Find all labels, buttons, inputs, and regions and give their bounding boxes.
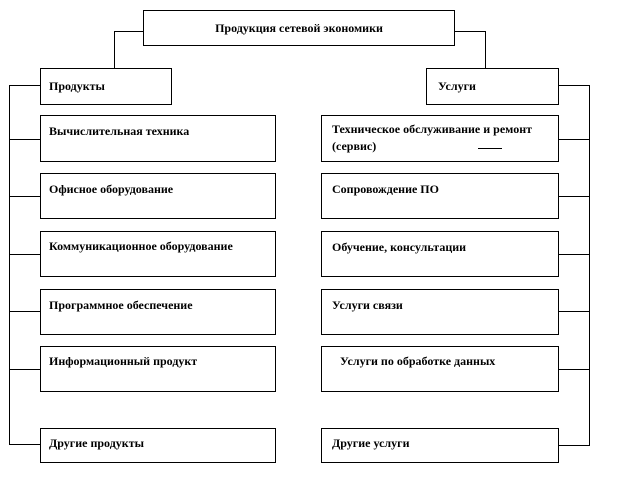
service-item-label: Другие услуги: [332, 436, 410, 450]
product-item: [40, 428, 276, 463]
service-item-label: Обучение, консультации: [332, 240, 467, 254]
connector-root-right: [454, 31, 485, 32]
service-item: [321, 428, 559, 463]
connector-root-right-down: [485, 31, 486, 69]
connector-root-left: [114, 31, 144, 32]
products-header: [40, 68, 172, 105]
product-item: [40, 231, 276, 277]
service-item: [321, 231, 559, 277]
product-item: [40, 173, 276, 219]
connector-root-left-down: [114, 31, 115, 69]
product-item: [40, 346, 276, 392]
connector-right-item-6: [558, 445, 590, 446]
service-item: [321, 173, 559, 219]
connector-right-item-2: [558, 196, 590, 197]
services-header-label: Услуги: [438, 79, 476, 93]
products-header-label: Продукты: [49, 79, 105, 93]
product-item-label: Информационный продукт: [49, 354, 198, 368]
connector-left-item-1: [9, 139, 40, 140]
product-item: [40, 289, 276, 335]
connector-left-header: [9, 85, 40, 86]
root-label: Продукция сетевой экономики: [215, 21, 383, 35]
services-header: [426, 68, 559, 105]
product-item-label: Вычислительная техника: [49, 124, 190, 138]
connector-right-header: [558, 85, 590, 86]
service-item-label: Услуги связи: [332, 298, 403, 312]
service-item-label: Сопровождение ПО: [332, 182, 439, 196]
connector-left-item-6: [9, 444, 40, 445]
connector-left-item-2: [9, 196, 40, 197]
service-item: [321, 289, 559, 335]
stray-underline: [478, 148, 502, 149]
service-item-label: Услуги по обработке данных: [340, 354, 496, 368]
connector-right-item-3: [558, 254, 590, 255]
service-item: [321, 115, 559, 162]
connector-left-item-4: [9, 311, 40, 312]
connector-right-item-5: [558, 369, 590, 370]
product-item-label: Офисное оборудование: [49, 182, 174, 196]
root-box: [143, 10, 455, 46]
connector-right-item-1: [558, 139, 590, 140]
product-item-label: Коммуникационное оборудование: [49, 239, 233, 253]
service-item-label: Техническое обслуживание и ремонт (сервис): [332, 122, 532, 153]
connector-left-item-3: [9, 254, 40, 255]
connector-left-item-5: [9, 369, 40, 370]
service-item: [321, 346, 559, 392]
product-item-label: Другие продукты: [49, 436, 144, 450]
product-item-label: Программное обеспечение: [49, 298, 193, 312]
product-item: [40, 115, 276, 162]
connector-right-item-4: [558, 311, 590, 312]
